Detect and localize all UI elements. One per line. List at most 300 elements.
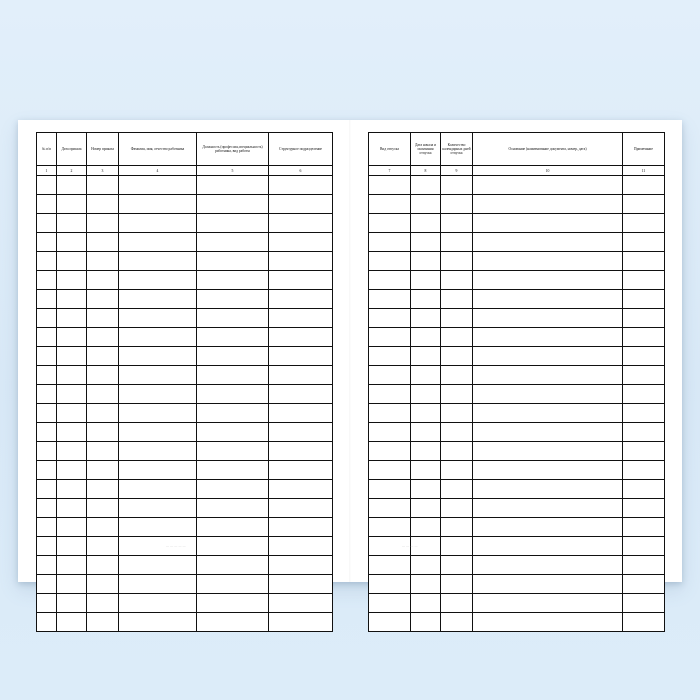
right-cell[interactable] bbox=[411, 309, 441, 328]
right-cell[interactable] bbox=[441, 176, 473, 195]
right-cell[interactable] bbox=[369, 366, 411, 385]
right-table-row[interactable] bbox=[369, 252, 665, 271]
right-cell[interactable] bbox=[441, 537, 473, 556]
right-table-row[interactable] bbox=[369, 480, 665, 499]
right-cell[interactable] bbox=[473, 461, 623, 480]
right-cell[interactable] bbox=[473, 556, 623, 575]
right-table-row[interactable] bbox=[369, 461, 665, 480]
left-table-row[interactable] bbox=[37, 309, 333, 328]
left-cell[interactable] bbox=[57, 214, 87, 233]
right-cell[interactable] bbox=[623, 594, 665, 613]
left-cell[interactable] bbox=[37, 366, 57, 385]
left-cell[interactable] bbox=[269, 385, 333, 404]
left-table-row[interactable] bbox=[37, 404, 333, 423]
left-cell[interactable] bbox=[37, 461, 57, 480]
right-cell[interactable] bbox=[369, 556, 411, 575]
left-cell[interactable] bbox=[57, 442, 87, 461]
left-cell[interactable] bbox=[119, 575, 197, 594]
left-cell[interactable] bbox=[119, 404, 197, 423]
right-cell[interactable] bbox=[623, 214, 665, 233]
right-cell[interactable] bbox=[623, 499, 665, 518]
right-cell[interactable] bbox=[473, 442, 623, 461]
left-cell[interactable] bbox=[37, 594, 57, 613]
right-cell[interactable] bbox=[473, 347, 623, 366]
left-cell[interactable] bbox=[269, 290, 333, 309]
left-table-row[interactable] bbox=[37, 594, 333, 613]
right-cell[interactable] bbox=[473, 423, 623, 442]
left-cell[interactable] bbox=[87, 575, 119, 594]
left-cell[interactable] bbox=[119, 499, 197, 518]
left-cell[interactable] bbox=[57, 176, 87, 195]
right-cell[interactable] bbox=[473, 328, 623, 347]
left-cell[interactable] bbox=[87, 461, 119, 480]
right-cell[interactable] bbox=[411, 252, 441, 271]
left-cell[interactable] bbox=[197, 176, 269, 195]
left-cell[interactable] bbox=[197, 518, 269, 537]
left-cell[interactable] bbox=[87, 252, 119, 271]
right-cell[interactable] bbox=[369, 575, 411, 594]
left-cell[interactable] bbox=[197, 613, 269, 632]
right-table-row[interactable] bbox=[369, 195, 665, 214]
right-table-row[interactable] bbox=[369, 499, 665, 518]
left-cell[interactable] bbox=[57, 252, 87, 271]
left-cell[interactable] bbox=[119, 271, 197, 290]
right-cell[interactable] bbox=[623, 347, 665, 366]
left-table-row[interactable] bbox=[37, 423, 333, 442]
left-cell[interactable] bbox=[197, 233, 269, 252]
right-cell[interactable] bbox=[441, 252, 473, 271]
left-cell[interactable] bbox=[269, 518, 333, 537]
left-cell[interactable] bbox=[119, 366, 197, 385]
left-cell[interactable] bbox=[87, 594, 119, 613]
right-table-row[interactable] bbox=[369, 385, 665, 404]
right-cell[interactable] bbox=[411, 271, 441, 290]
left-table-row[interactable] bbox=[37, 461, 333, 480]
left-cell[interactable] bbox=[197, 423, 269, 442]
left-cell[interactable] bbox=[87, 214, 119, 233]
left-cell[interactable] bbox=[197, 480, 269, 499]
left-cell[interactable] bbox=[87, 309, 119, 328]
left-cell[interactable] bbox=[269, 556, 333, 575]
left-cell[interactable] bbox=[197, 442, 269, 461]
left-cell[interactable] bbox=[37, 176, 57, 195]
left-cell[interactable] bbox=[57, 233, 87, 252]
right-cell[interactable] bbox=[369, 385, 411, 404]
left-cell[interactable] bbox=[87, 347, 119, 366]
right-cell[interactable] bbox=[441, 347, 473, 366]
right-table-row[interactable] bbox=[369, 347, 665, 366]
right-table-row[interactable] bbox=[369, 575, 665, 594]
left-cell[interactable] bbox=[37, 499, 57, 518]
left-table-row[interactable] bbox=[37, 613, 333, 632]
right-table-row[interactable] bbox=[369, 328, 665, 347]
left-cell[interactable] bbox=[269, 328, 333, 347]
right-cell[interactable] bbox=[411, 195, 441, 214]
right-cell[interactable] bbox=[623, 575, 665, 594]
right-cell[interactable] bbox=[369, 290, 411, 309]
right-cell[interactable] bbox=[411, 404, 441, 423]
right-table-row[interactable] bbox=[369, 404, 665, 423]
left-cell[interactable] bbox=[119, 176, 197, 195]
left-cell[interactable] bbox=[37, 195, 57, 214]
left-cell[interactable] bbox=[57, 385, 87, 404]
left-cell[interactable] bbox=[37, 442, 57, 461]
left-cell[interactable] bbox=[197, 214, 269, 233]
left-cell[interactable] bbox=[37, 518, 57, 537]
right-cell[interactable] bbox=[473, 195, 623, 214]
left-cell[interactable] bbox=[119, 613, 197, 632]
right-cell[interactable] bbox=[369, 347, 411, 366]
right-cell[interactable] bbox=[369, 480, 411, 499]
left-cell[interactable] bbox=[57, 480, 87, 499]
left-cell[interactable] bbox=[119, 328, 197, 347]
left-cell[interactable] bbox=[119, 461, 197, 480]
left-cell[interactable] bbox=[269, 461, 333, 480]
right-cell[interactable] bbox=[411, 518, 441, 537]
right-cell[interactable] bbox=[623, 461, 665, 480]
right-cell[interactable] bbox=[623, 404, 665, 423]
right-cell[interactable] bbox=[473, 252, 623, 271]
left-cell[interactable] bbox=[197, 290, 269, 309]
left-table-row[interactable] bbox=[37, 271, 333, 290]
left-cell[interactable] bbox=[37, 613, 57, 632]
right-cell[interactable] bbox=[623, 195, 665, 214]
left-cell[interactable] bbox=[57, 461, 87, 480]
left-cell[interactable] bbox=[197, 461, 269, 480]
left-cell[interactable] bbox=[87, 499, 119, 518]
right-table-row[interactable] bbox=[369, 290, 665, 309]
right-cell[interactable] bbox=[623, 423, 665, 442]
right-cell[interactable] bbox=[623, 556, 665, 575]
right-cell[interactable] bbox=[441, 499, 473, 518]
left-table-row[interactable] bbox=[37, 499, 333, 518]
right-cell[interactable] bbox=[411, 176, 441, 195]
left-cell[interactable] bbox=[37, 328, 57, 347]
left-cell[interactable] bbox=[269, 537, 333, 556]
left-cell[interactable] bbox=[57, 328, 87, 347]
left-cell[interactable] bbox=[197, 347, 269, 366]
right-cell[interactable] bbox=[623, 385, 665, 404]
right-table-row[interactable] bbox=[369, 176, 665, 195]
right-cell[interactable] bbox=[411, 366, 441, 385]
right-cell[interactable] bbox=[623, 176, 665, 195]
right-cell[interactable] bbox=[411, 613, 441, 632]
left-cell[interactable] bbox=[197, 195, 269, 214]
left-cell[interactable] bbox=[37, 214, 57, 233]
right-cell[interactable] bbox=[473, 518, 623, 537]
left-table-row[interactable] bbox=[37, 195, 333, 214]
right-cell[interactable] bbox=[441, 233, 473, 252]
right-table-row[interactable] bbox=[369, 214, 665, 233]
left-cell[interactable] bbox=[197, 556, 269, 575]
left-cell[interactable] bbox=[87, 195, 119, 214]
right-cell[interactable] bbox=[369, 309, 411, 328]
left-cell[interactable] bbox=[197, 575, 269, 594]
left-table-row[interactable] bbox=[37, 252, 333, 271]
right-cell[interactable] bbox=[369, 499, 411, 518]
right-table-row[interactable] bbox=[369, 613, 665, 632]
left-cell[interactable] bbox=[37, 347, 57, 366]
left-cell[interactable] bbox=[269, 252, 333, 271]
left-table-row[interactable] bbox=[37, 518, 333, 537]
right-cell[interactable] bbox=[369, 252, 411, 271]
right-cell[interactable] bbox=[473, 499, 623, 518]
right-cell[interactable] bbox=[623, 328, 665, 347]
right-cell[interactable] bbox=[441, 423, 473, 442]
left-cell[interactable] bbox=[57, 366, 87, 385]
left-cell[interactable] bbox=[197, 271, 269, 290]
right-table-row[interactable] bbox=[369, 366, 665, 385]
left-cell[interactable] bbox=[37, 423, 57, 442]
right-cell[interactable] bbox=[441, 480, 473, 499]
right-cell[interactable] bbox=[623, 442, 665, 461]
left-cell[interactable] bbox=[37, 575, 57, 594]
left-cell[interactable] bbox=[269, 575, 333, 594]
left-cell[interactable] bbox=[37, 309, 57, 328]
left-cell[interactable] bbox=[37, 480, 57, 499]
right-cell[interactable] bbox=[369, 613, 411, 632]
right-table-row[interactable] bbox=[369, 233, 665, 252]
right-cell[interactable] bbox=[441, 461, 473, 480]
right-cell[interactable] bbox=[369, 195, 411, 214]
left-table-row[interactable] bbox=[37, 442, 333, 461]
left-cell[interactable] bbox=[57, 309, 87, 328]
right-table-row[interactable] bbox=[369, 518, 665, 537]
right-cell[interactable] bbox=[411, 423, 441, 442]
left-cell[interactable] bbox=[37, 404, 57, 423]
left-cell[interactable] bbox=[119, 423, 197, 442]
left-cell[interactable] bbox=[269, 195, 333, 214]
left-cell[interactable] bbox=[119, 594, 197, 613]
left-cell[interactable] bbox=[57, 594, 87, 613]
left-cell[interactable] bbox=[87, 537, 119, 556]
left-table-row[interactable] bbox=[37, 556, 333, 575]
right-cell[interactable] bbox=[369, 233, 411, 252]
left-cell[interactable] bbox=[197, 252, 269, 271]
right-cell[interactable] bbox=[623, 366, 665, 385]
left-cell[interactable] bbox=[197, 594, 269, 613]
right-cell[interactable] bbox=[623, 252, 665, 271]
left-cell[interactable] bbox=[197, 385, 269, 404]
right-cell[interactable] bbox=[411, 328, 441, 347]
right-table-row[interactable] bbox=[369, 423, 665, 442]
left-cell[interactable] bbox=[87, 328, 119, 347]
left-cell[interactable] bbox=[119, 309, 197, 328]
left-cell[interactable] bbox=[119, 214, 197, 233]
left-cell[interactable] bbox=[119, 518, 197, 537]
right-cell[interactable] bbox=[369, 404, 411, 423]
left-cell[interactable] bbox=[87, 233, 119, 252]
left-cell[interactable] bbox=[119, 347, 197, 366]
left-cell[interactable] bbox=[87, 176, 119, 195]
left-table-row[interactable] bbox=[37, 347, 333, 366]
right-cell[interactable] bbox=[369, 271, 411, 290]
left-cell[interactable] bbox=[269, 233, 333, 252]
left-cell[interactable] bbox=[269, 176, 333, 195]
right-cell[interactable] bbox=[411, 385, 441, 404]
left-cell[interactable] bbox=[197, 309, 269, 328]
left-cell[interactable] bbox=[119, 442, 197, 461]
left-cell[interactable] bbox=[37, 537, 57, 556]
right-cell[interactable] bbox=[473, 613, 623, 632]
left-cell[interactable] bbox=[57, 195, 87, 214]
right-cell[interactable] bbox=[369, 518, 411, 537]
right-cell[interactable] bbox=[411, 594, 441, 613]
right-table-row[interactable] bbox=[369, 442, 665, 461]
left-cell[interactable] bbox=[57, 537, 87, 556]
right-cell[interactable] bbox=[411, 214, 441, 233]
right-cell[interactable] bbox=[411, 556, 441, 575]
right-cell[interactable] bbox=[441, 442, 473, 461]
left-cell[interactable] bbox=[57, 575, 87, 594]
right-cell[interactable] bbox=[411, 442, 441, 461]
left-table-row[interactable] bbox=[37, 575, 333, 594]
right-cell[interactable] bbox=[441, 575, 473, 594]
left-cell[interactable] bbox=[269, 404, 333, 423]
left-cell[interactable] bbox=[57, 556, 87, 575]
left-cell[interactable] bbox=[269, 480, 333, 499]
left-table-row[interactable] bbox=[37, 214, 333, 233]
right-table-row[interactable] bbox=[369, 309, 665, 328]
right-cell[interactable] bbox=[441, 385, 473, 404]
right-table-row[interactable] bbox=[369, 594, 665, 613]
right-cell[interactable] bbox=[473, 233, 623, 252]
left-cell[interactable] bbox=[57, 423, 87, 442]
right-table-row[interactable] bbox=[369, 271, 665, 290]
left-table-row[interactable] bbox=[37, 385, 333, 404]
right-cell[interactable] bbox=[441, 271, 473, 290]
left-cell[interactable] bbox=[269, 347, 333, 366]
right-cell[interactable] bbox=[411, 233, 441, 252]
left-cell[interactable] bbox=[37, 252, 57, 271]
left-cell[interactable] bbox=[87, 271, 119, 290]
left-cell[interactable] bbox=[37, 385, 57, 404]
left-cell[interactable] bbox=[87, 518, 119, 537]
right-cell[interactable] bbox=[473, 537, 623, 556]
left-table-row[interactable] bbox=[37, 480, 333, 499]
left-table-row[interactable] bbox=[37, 328, 333, 347]
left-cell[interactable] bbox=[119, 290, 197, 309]
right-cell[interactable] bbox=[473, 404, 623, 423]
left-cell[interactable] bbox=[197, 499, 269, 518]
right-cell[interactable] bbox=[369, 176, 411, 195]
left-cell[interactable] bbox=[269, 499, 333, 518]
left-cell[interactable] bbox=[269, 366, 333, 385]
right-cell[interactable] bbox=[441, 366, 473, 385]
left-cell[interactable] bbox=[57, 290, 87, 309]
left-cell[interactable] bbox=[197, 537, 269, 556]
right-cell[interactable] bbox=[411, 290, 441, 309]
right-cell[interactable] bbox=[411, 499, 441, 518]
left-cell[interactable] bbox=[37, 290, 57, 309]
right-cell[interactable] bbox=[473, 594, 623, 613]
left-cell[interactable] bbox=[269, 309, 333, 328]
left-cell[interactable] bbox=[87, 290, 119, 309]
right-cell[interactable] bbox=[623, 271, 665, 290]
right-cell[interactable] bbox=[441, 404, 473, 423]
left-cell[interactable] bbox=[87, 404, 119, 423]
right-cell[interactable] bbox=[473, 480, 623, 499]
left-table-row[interactable] bbox=[37, 366, 333, 385]
right-cell[interactable] bbox=[369, 423, 411, 442]
left-cell[interactable] bbox=[269, 271, 333, 290]
left-cell[interactable] bbox=[269, 423, 333, 442]
left-cell[interactable] bbox=[87, 556, 119, 575]
left-cell[interactable] bbox=[87, 366, 119, 385]
left-cell[interactable] bbox=[87, 442, 119, 461]
left-cell[interactable] bbox=[269, 613, 333, 632]
left-cell[interactable] bbox=[119, 556, 197, 575]
right-cell[interactable] bbox=[473, 214, 623, 233]
right-cell[interactable] bbox=[623, 480, 665, 499]
left-cell[interactable] bbox=[87, 613, 119, 632]
right-cell[interactable] bbox=[369, 594, 411, 613]
left-cell[interactable] bbox=[57, 499, 87, 518]
right-cell[interactable] bbox=[473, 366, 623, 385]
right-cell[interactable] bbox=[441, 195, 473, 214]
right-cell[interactable] bbox=[623, 290, 665, 309]
right-cell[interactable] bbox=[473, 309, 623, 328]
right-cell[interactable] bbox=[441, 309, 473, 328]
left-cell[interactable] bbox=[197, 366, 269, 385]
right-cell[interactable] bbox=[441, 328, 473, 347]
left-cell[interactable] bbox=[57, 613, 87, 632]
left-cell[interactable] bbox=[197, 328, 269, 347]
right-cell[interactable] bbox=[411, 480, 441, 499]
left-table-row[interactable] bbox=[37, 290, 333, 309]
right-cell[interactable] bbox=[441, 518, 473, 537]
right-cell[interactable] bbox=[369, 328, 411, 347]
right-cell[interactable] bbox=[411, 347, 441, 366]
right-cell[interactable] bbox=[441, 613, 473, 632]
right-cell[interactable] bbox=[473, 271, 623, 290]
left-cell[interactable] bbox=[87, 423, 119, 442]
right-cell[interactable] bbox=[411, 461, 441, 480]
left-table-row[interactable] bbox=[37, 176, 333, 195]
left-cell[interactable] bbox=[37, 556, 57, 575]
right-cell[interactable] bbox=[441, 556, 473, 575]
left-cell[interactable] bbox=[57, 404, 87, 423]
right-cell[interactable] bbox=[623, 537, 665, 556]
right-cell[interactable] bbox=[473, 176, 623, 195]
right-cell[interactable] bbox=[623, 518, 665, 537]
left-cell[interactable] bbox=[57, 518, 87, 537]
right-table-row[interactable] bbox=[369, 556, 665, 575]
left-cell[interactable] bbox=[197, 404, 269, 423]
right-cell[interactable] bbox=[369, 214, 411, 233]
right-cell[interactable] bbox=[623, 613, 665, 632]
right-cell[interactable] bbox=[623, 309, 665, 328]
left-cell[interactable] bbox=[269, 594, 333, 613]
right-cell[interactable] bbox=[441, 594, 473, 613]
left-table-row[interactable] bbox=[37, 233, 333, 252]
right-cell[interactable] bbox=[441, 214, 473, 233]
left-cell[interactable] bbox=[119, 480, 197, 499]
right-cell[interactable] bbox=[369, 461, 411, 480]
left-cell[interactable] bbox=[119, 385, 197, 404]
right-cell[interactable] bbox=[369, 442, 411, 461]
left-cell[interactable] bbox=[269, 442, 333, 461]
left-cell[interactable] bbox=[119, 233, 197, 252]
left-cell[interactable] bbox=[87, 385, 119, 404]
right-cell[interactable] bbox=[473, 575, 623, 594]
right-cell[interactable] bbox=[441, 290, 473, 309]
left-cell[interactable] bbox=[119, 252, 197, 271]
left-cell[interactable] bbox=[57, 347, 87, 366]
right-cell[interactable] bbox=[473, 385, 623, 404]
right-cell[interactable] bbox=[623, 233, 665, 252]
right-cell[interactable] bbox=[473, 290, 623, 309]
